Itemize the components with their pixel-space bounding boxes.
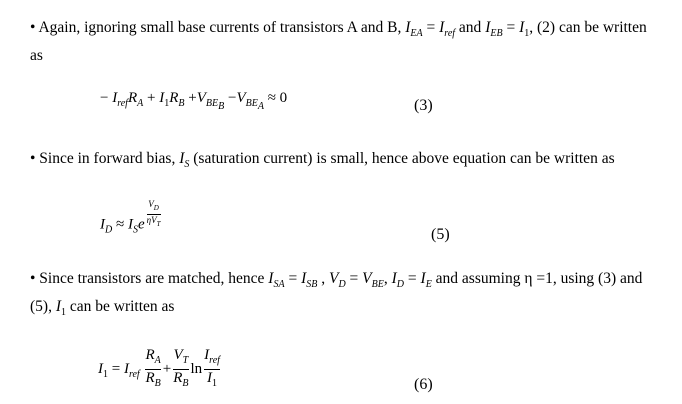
paragraph-1-text-a: • Again, ignoring small base currents of transistors A and B,	[30, 19, 402, 36]
paragraph-2-text-b: (saturation current) is small, hence above equation can be written as	[193, 150, 615, 167]
paragraph-1: • Again, ignoring small base currents of transistors A and B, $I_{EA} = I_{ref}$ and $I_{EB} = I_1$, (2) can be written as	[30, 19, 647, 65]
paragraph-2-text-a: • Since in forward bias,	[30, 150, 176, 167]
equation-3-number: (3)	[414, 97, 433, 114]
paragraph-1-text-b: (2) can be written as	[30, 19, 647, 65]
paragraph-3-text-a: • Since transistors are matched, hence	[30, 270, 265, 287]
equation-6: $I_1 = I_{ref}$ $\frac{R_A}{R_B}$ + $\frac{V_T}{R_B}$ ln $\frac{I_{ref}}{I_1}$	[98, 347, 222, 392]
equation-6-number: (6)	[414, 376, 433, 393]
equation-5-number: (5)	[431, 226, 450, 243]
paragraph-2: • Since in forward bias, $I_S$ (saturation current) is small, hence above equation can be written as	[30, 150, 615, 171]
equation-3: − $I_{ref}R_A + I_1R_B +V_{BE_B} -V_{BE_A} \approx 0$	[100, 90, 288, 112]
paragraph-3-text-b: and assuming η =1, using (3) and (5),	[30, 270, 643, 316]
equation-5: $I_D \approx I_Se$ $^{\frac{V_D}{\eta V_T}}$	[100, 199, 161, 236]
paragraph-3-text-c: can be written as	[69, 298, 175, 316]
paragraph-3: • Since transistors are matched, hence $I_{SA} = I_{SB}$ , $V_D = V_{BE}$, $I_D = I_E$ and assuming η =1, using (3) and (5), $I_1$ can be written as	[30, 270, 643, 319]
